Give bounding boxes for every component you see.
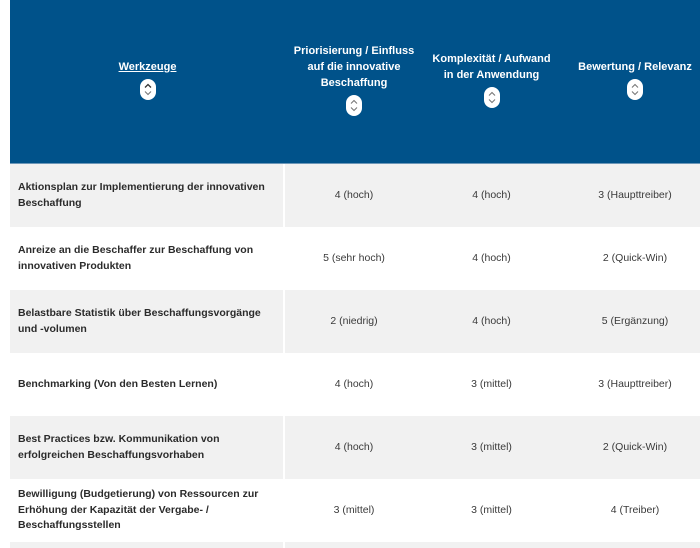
rating-cell: 2 (Quick-Win) bbox=[560, 416, 700, 479]
rating-cell: 4 (Treiber) bbox=[560, 479, 700, 542]
priority-cell: 4 (hoch) bbox=[285, 353, 423, 416]
complexity-cell: 4 (hoch) bbox=[423, 164, 560, 227]
tool-name-cell: Aktionsplan zur Implementierung der innovativen Beschaffung bbox=[10, 164, 285, 227]
column-header-label[interactable]: Werkzeuge bbox=[118, 60, 177, 73]
complexity-cell: 3 (mittel) bbox=[423, 416, 560, 479]
table-row bbox=[10, 164, 700, 227]
column-header-priorisierung[interactable] bbox=[285, 0, 423, 164]
sort-icon[interactable] bbox=[346, 95, 362, 116]
tool-name-cell: Belastbare Statistik über Beschaffungsvorgänge und -volumen bbox=[10, 290, 285, 353]
tool-name-cell: Bewilligung (Budgetierung) von Ressourcen zur Erhöhung der Kapazität der Vergabe- / Beschaffungsstellen bbox=[10, 479, 285, 542]
table-row bbox=[10, 416, 700, 479]
complexity-cell: 4 (hoch) bbox=[423, 227, 560, 290]
table-header-row bbox=[10, 0, 700, 164]
sort-icon[interactable] bbox=[484, 87, 500, 108]
priority-cell: 4 (hoch) bbox=[285, 416, 423, 479]
column-header-bewertung[interactable] bbox=[560, 0, 700, 164]
table-row bbox=[10, 479, 700, 542]
priority-cell: 4 (hoch) bbox=[285, 164, 423, 227]
column-header-label: Bewertung / Relevanz bbox=[578, 60, 692, 73]
sort-icon[interactable] bbox=[140, 79, 156, 100]
rating-cell: 3 (Haupttreiber) bbox=[560, 353, 700, 416]
complexity-cell: 3 (mittel) bbox=[423, 479, 560, 542]
tool-name-cell: Benchmarking (Von den Besten Lernen) bbox=[10, 353, 285, 416]
rating-cell: 2 (Quick-Win) bbox=[560, 227, 700, 290]
column-header-werkzeuge[interactable] bbox=[10, 0, 285, 164]
complexity-cell: 3 (mittel) bbox=[423, 353, 560, 416]
table-row bbox=[10, 290, 700, 353]
priority-cell: 2 (niedrig) bbox=[285, 290, 423, 353]
tools-table-container bbox=[10, 0, 700, 548]
tool-name-cell bbox=[10, 542, 285, 548]
table-row bbox=[10, 353, 700, 416]
rating-cell: 3 (Haupttreiber) bbox=[560, 164, 700, 227]
tools-table bbox=[10, 0, 700, 548]
tool-name-cell: Anreize an die Beschaffer zur Beschaffung von innovativen Produkten bbox=[10, 227, 285, 290]
rating-cell bbox=[560, 542, 700, 548]
column-header-label: Priorisierung / Einfluss auf die innovative Beschaffung bbox=[293, 44, 415, 89]
table-row-partial bbox=[10, 542, 700, 548]
priority-cell bbox=[285, 542, 423, 548]
complexity-cell bbox=[423, 542, 560, 548]
priority-cell: 5 (sehr hoch) bbox=[285, 227, 423, 290]
rating-cell: 5 (Ergänzung) bbox=[560, 290, 700, 353]
column-header-komplexitaet[interactable] bbox=[423, 0, 560, 164]
column-header-label: Komplexität / Aufwand in der Anwendung bbox=[432, 52, 551, 81]
table-row bbox=[10, 227, 700, 290]
priority-cell: 3 (mittel) bbox=[285, 479, 423, 542]
sort-icon[interactable] bbox=[627, 79, 643, 100]
complexity-cell: 4 (hoch) bbox=[423, 290, 560, 353]
tool-name-cell: Best Practices bzw. Kommunikation von erfolgreichen Beschaffungsvorhaben bbox=[10, 416, 285, 479]
